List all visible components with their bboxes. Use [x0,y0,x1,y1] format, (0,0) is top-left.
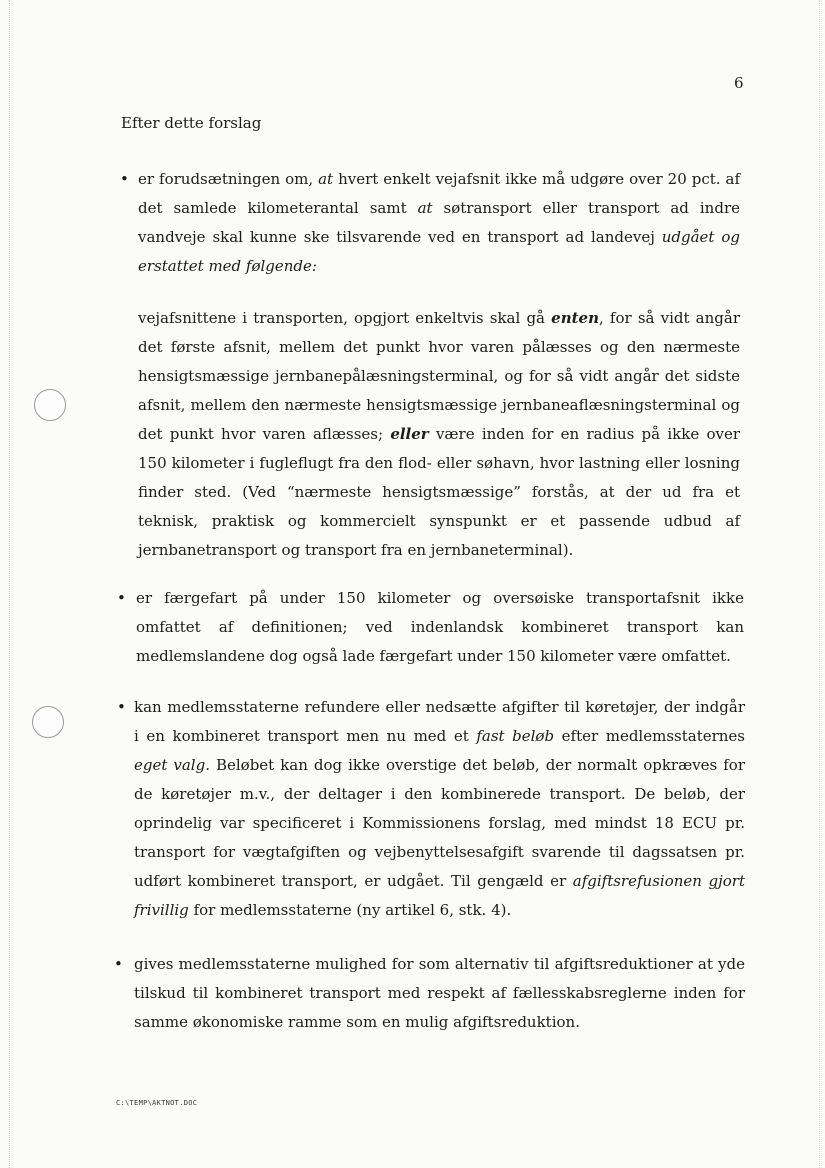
bullet-1-replacement-text: vejafsnittene i transporten, opgjort enkeltvis skal gå enten, for så vidt angår det første afsnit, mellem det punkt hvor varen pålæsses og den nærmeste hensigtsmæssige jernbanepålæsningsterminal, og for så vidt angår det sidste afsnit, mellem den nærmeste hensigtsmæssige jernbaneaflæsningsterminal og det punkt hvor varen aflæsses; eller være inden for en radius på ikke over 150 kilometer i fugleflugt fra den flod- eller søhavn, hvor lastning eller losning finder sted. (Ved “nærmeste hensigtsmæssige” forstås, at der ud fra et teknisk, praktisk og kommercielt synspunkt er et passende udbud af jernbanetransport og transport fra en jernbaneterminal). [138,309,740,559]
punch-hole-bottom [32,706,64,738]
page-number: 6 [734,74,744,92]
punch-hole-top [34,389,66,421]
bullet-4-text: gives medlemsstaterne mulighed for som alternativ til afgiftsreduktioner at yde tilskud til kombineret transport med respekt af fællesskabsreglerne inden for samme økonomiske ramme som en mulig afgiftsreduktion. [134,955,745,1031]
intro-text: Efter dette forslag [121,114,262,132]
page-edge-right [819,0,820,1168]
footer-file-path: C:\TEMP\AKTNOT.DOC [116,1099,198,1107]
bullet-marker-4: • [114,955,123,973]
page-edge-left [9,0,10,1168]
bullet-1-text: er forudsætningen om, at hvert enkelt vejafsnit ikke må udgøre over 20 pct. af det samlede kilometerantal samt at søtransport eller transport ad indre vandveje skal kunne ske tilsvarende ved en transport ad landevej udgået og erstattet med følgende: [138,170,740,275]
bullet-3-text: kan medlemsstaterne refundere eller nedsætte afgifter til køretøjer, der indgår i en kombineret transport men nu med et fast beløb efter medlemsstaternes eget valg. Beløbet kan dog ikke overstige det beløb, der normalt opkræves for de køretøjer m.v., der deltager i den kombinerede transport. De beløb, der oprindelig var specificeret i Kommissionens forslag, med mindst 18 ECU pr. transport for vægtafgiften og vejbenyttelsesafgift svarende til dagssatsen pr. udført kombineret transport, er udgået. Til gengæld er afgiftsrefusionen gjort frivillig for medlemsstaterne (ny artikel 6, stk. 4). [134,698,746,919]
bullet-marker-2: • [117,589,126,607]
bullet-marker-1: • [120,170,129,188]
bullet-2-text: er færgefart på under 150 kilometer og oversøiske transportafsnit ikke omfattet af definitionen; ved indenlandsk kombineret transport kan medlemslandene dog også lade færgefart under 150 kilometer være omfattet. [136,589,744,665]
bullet-marker-3: • [117,698,126,716]
